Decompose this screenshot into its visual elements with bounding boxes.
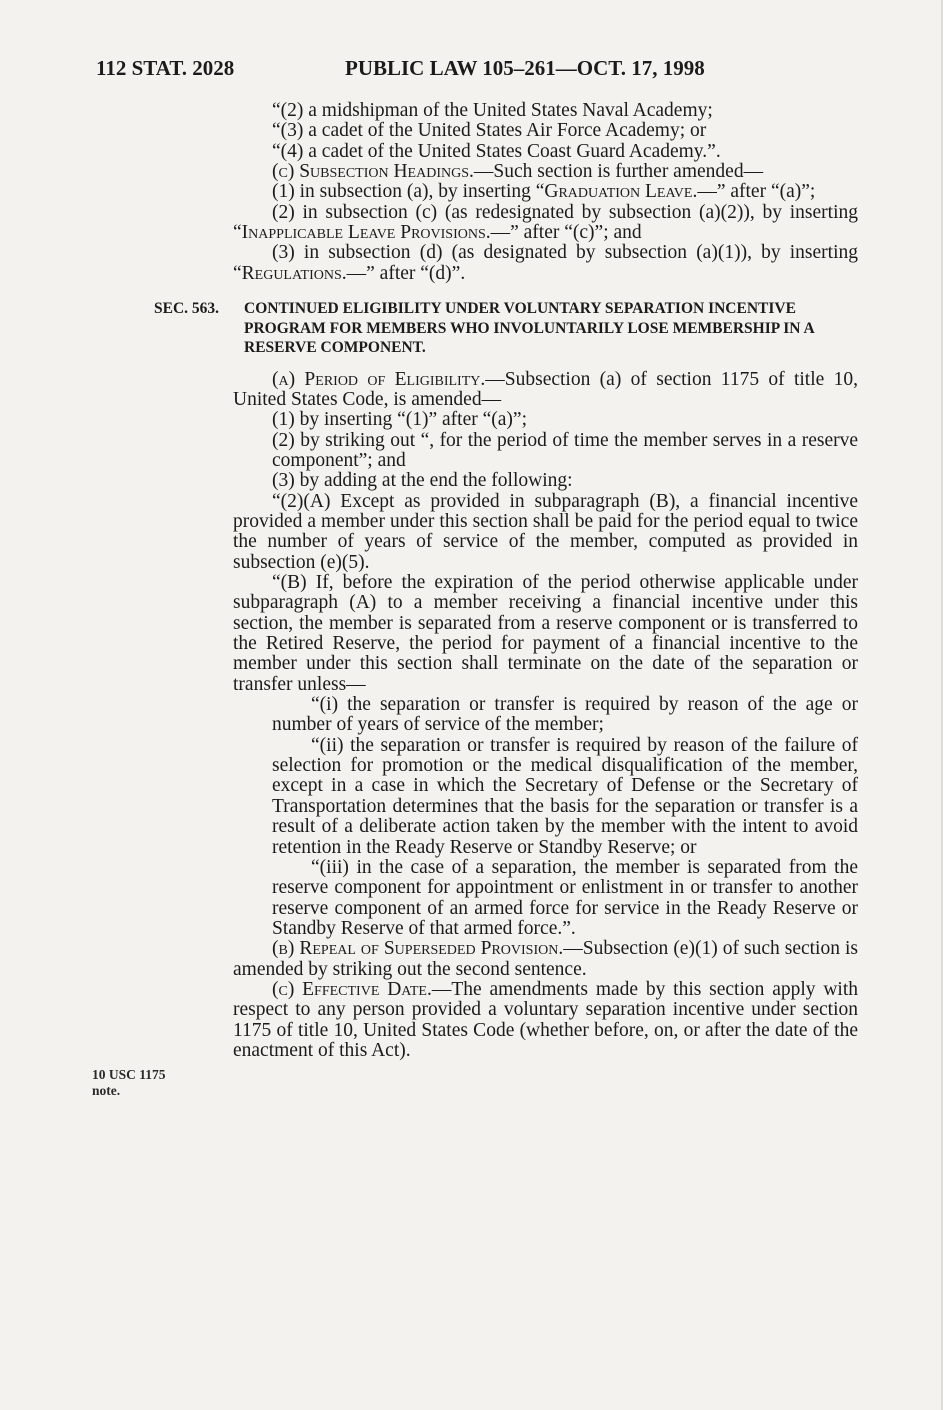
subsection-a [233, 370, 858, 411]
subsection-a-heading: (a) Period of Eligibility. [272, 368, 486, 390]
paragraph-c1-quoted: Graduation Leave. [544, 181, 698, 203]
subsection-c-headings [233, 162, 858, 182]
paragraph-a3: (3) by adding at the end the following: [272, 470, 573, 492]
subsection-b-heading: (b) Repeal of Superseded Provision. [272, 938, 564, 960]
paragraph-c2-end: —” after “(c)”; and [490, 222, 642, 244]
subsection-c-effective-date [233, 980, 858, 1061]
statute-page-number: 112 STAT. 2028 [96, 56, 235, 80]
quoted-clause-iii: “(iii) in the case of a separation, the member is separated from the reserve component for appointment or enlistment in or transfer to another reserve component of an armed force for service in the Ready Reserve or Standby Reserve of that armed force.”. [272, 856, 858, 939]
quoted-paragraph-2a: “(2)(A) Except as provided in subparagraph (B), a financial incentive provided a member under this section shall be paid for the period equal to twice the number of years of service of the member, computed as provided in subsection (e)(5). [233, 490, 858, 573]
paragraph-c1 [233, 182, 858, 202]
margin-note [92, 1067, 202, 1099]
list-item-2: “(2) a midshipman of the United States Naval Academy; [272, 100, 713, 121]
quoted-paragraph-b: “(B) If, before the expiration of the period otherwise applicable under subparagraph (A) to a member receiving a financial incentive under this section, the member is separated from a reserve component or is transferred to the Retired Reserve, the period for payment of a financial incentive to the member under this section shall terminate on the date of the separation or transfer unless— [233, 572, 858, 695]
section-heading [154, 299, 858, 358]
paragraph-c3-quoted: Regulations. [241, 262, 347, 284]
subsection-a-text: —Subsection (a) of section 1175 of title 10, United States Code, is amended— [233, 368, 859, 410]
running-header [0, 56, 943, 86]
quoted-clause-i: “(i) the separation or transfer is required by reason of the age or number of years of service of the member; [272, 694, 858, 736]
paragraph-c2-quoted: Inapplicable Leave Provisions. [241, 222, 491, 244]
section-title: CONTINUED ELIGIBILITY UNDER VOLUNTARY SEPARATION INCENTIVE PROGRAM FOR MEMBERS WHO INVOLUNTARILY LOSE MEMBERSHIP IN A RESERVE COMPONENT. [244, 300, 814, 357]
margin-note-citation: 10 USC 1175 [92, 1067, 166, 1082]
subsection-c-intro: —Such section is further amended— [473, 161, 764, 183]
paragraph-c2-text: (2) in subsection (c) (as redesignated by subsection (a)(2)), by inserting “ [233, 201, 858, 244]
public-law-citation: PUBLIC LAW 105–261—OCT. 17, 1998 [345, 56, 705, 80]
section-number: SEC. 563. [154, 300, 220, 318]
quoted-clause-ii: “(ii) the separation or transfer is required by reason of the failure of selection for promotion or the medical disqualification of the member, except in a case in which the Secretary of Defense or the Secretary of Transportation determines that the basis for the separation or transfer is a result of a deliberate action taken by the member with the intent to avoid retention in the Ready Reserve or Standby Reserve; or [272, 734, 858, 858]
paragraph-c1-end: —” after “(a)”; [697, 181, 816, 203]
paragraph-c3 [233, 243, 858, 284]
margin-note-label: note. [92, 1083, 121, 1098]
subsection-c-effective-text: —The amendments made by this section apply with respect to any person provided a voluntary separation incentive under section 1175 of title 10, United States Code (whether before, on, or after the date of the enactment of this Act). [233, 978, 859, 1061]
subsection-b-text: —Subsection (e)(1) of such section is amended by striking out the second sentence. [233, 938, 859, 980]
paragraph-a2: (2) by striking out “, for the period of time the member serves in a reserve component”; and [272, 429, 858, 471]
paragraph-c1-text: (1) in subsection (a), by inserting “ [272, 181, 545, 203]
subsection-c-effective-heading: (c) Effective Date. [272, 978, 432, 1000]
paragraph-c2 [233, 203, 858, 244]
document-body [154, 100, 859, 1061]
subsection-c-heading: (c) Subsection Headings. [272, 161, 474, 183]
list-item-4: “(4) a cadet of the United States Coast Guard Academy.”. [272, 140, 721, 162]
paragraph-a1: (1) by inserting “(1)” after “(a)”; [272, 409, 527, 431]
list-item-3: “(3) a cadet of the United States Air Force Academy; or [272, 120, 707, 142]
paragraph-c3-end: —” after “(d)”. [346, 262, 466, 284]
paragraph-c3-text: (3) in subsection (d) (as designated by subsection (a)(1)), by inserting “ [233, 242, 858, 284]
subsection-b [233, 939, 858, 980]
